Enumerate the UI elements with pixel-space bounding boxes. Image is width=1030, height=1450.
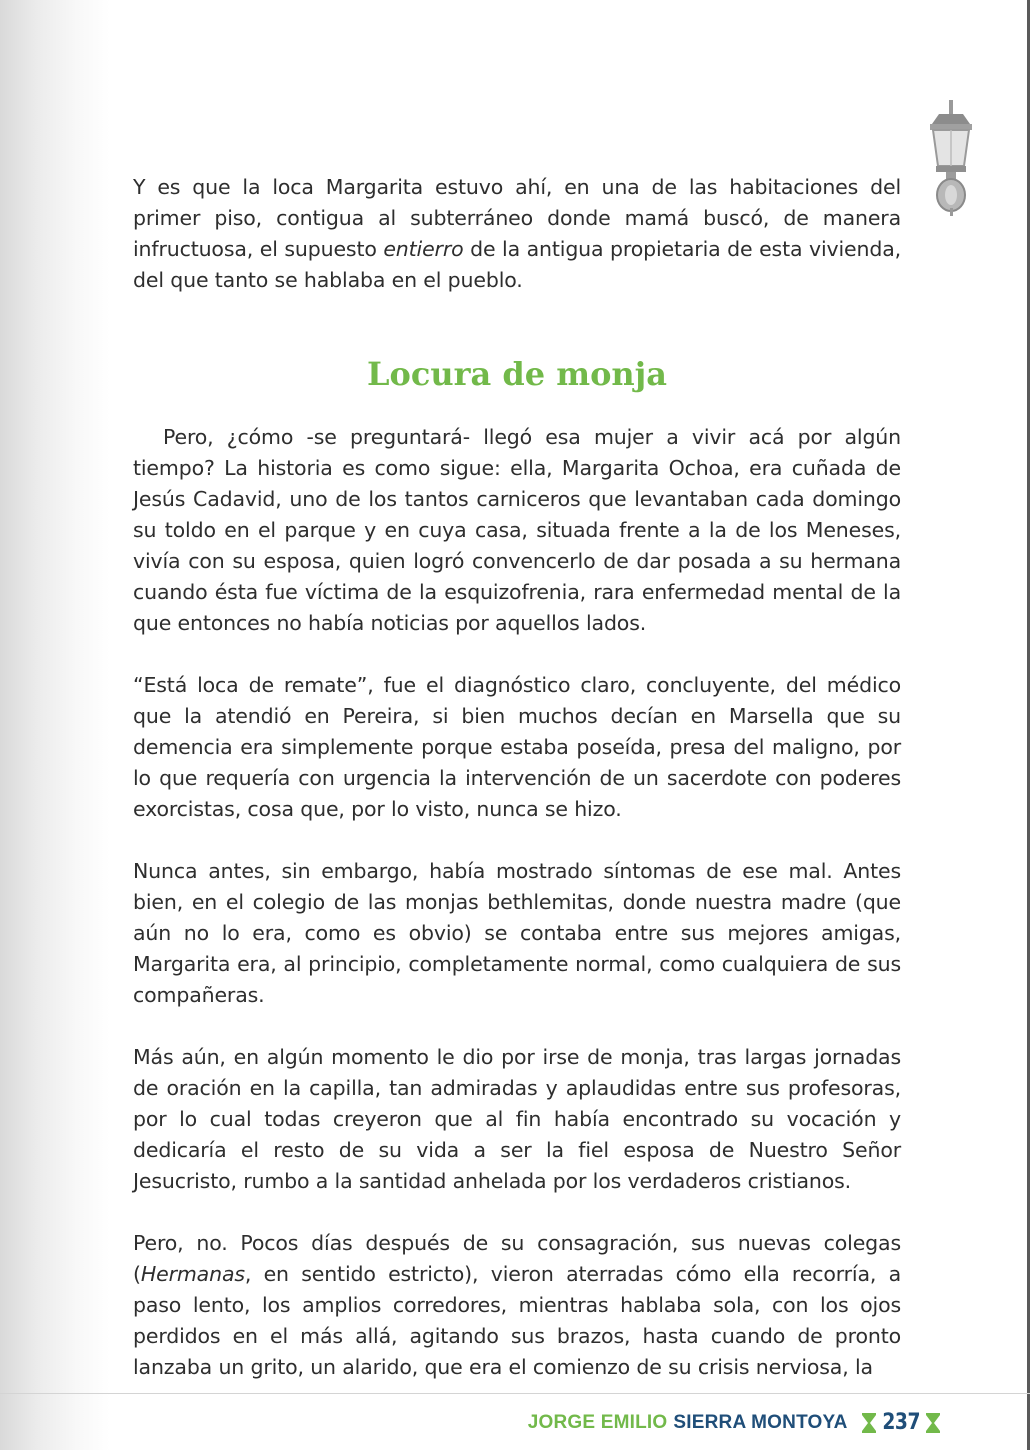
intro-paragraph: Y es que la loca Margarita estuvo ahí, en una de las habitaciones del primer piso, contigua al subterráneo donde mamá buscó, de manera infructuosa, el supuesto entierro de la antigua propietaria de esta vivienda, del que tanto se hablaba en el pueblo. [133, 175, 902, 292]
last-paragraph: Pero, no. Pocos días después de su consagración, sus nuevas colegas (Hermanas, en sentido estricto), vieron aterradas cómo ella recorría, a paso lento, los amplios corredores, mientras hablaba sola, con los ojos perdidos en el más allá, agitando sus brazos, hasta cuando de pronto lanzaba un grito, un alarido, que era el comienzo de su crisis nerviosa, la [133, 1231, 901, 1379]
body-paragraph: “Está loca de remate”, fue el diagnóstico claro, concluyente, del médico que la atendió en Pereira, si bien muchos decían en Marsella que su demencia era simplemente porque estaba poseída, presa del maligno, por lo que requería con urgencia la intervención de un sacerdote con poderes exorcistas, cosa que, por lo visto, nunca se hizo. [133, 673, 901, 821]
page-number: 237 [881, 1410, 920, 1435]
page-binding-shadow [0, 0, 110, 1450]
emphasis-hermanas: Hermanas [140, 1262, 245, 1286]
street-lamp-icon [924, 100, 978, 216]
page-number-box [862, 1410, 940, 1435]
page-content [133, 172, 901, 1383]
emphasis-entierro: entierro [383, 237, 464, 261]
body-paragraph: Pero, ¿cómo -se preguntará- llegó esa mujer a vivir acá por algún tiempo? La historia es como sigue: ella, Margarita Ochoa, era cuñada de Jesús Cadavid, uno de los tantos carniceros que levantaban cada domingo su toldo en el parque y en cuya casa, situada frente a la de los Meneses, vivía con su esposa, quien logró convencerlo de dar posada a su hermana cuando ésta fue víctima de la esquizofrenia, rara enfermedad mental de la que entonces no había noticias por aquellos lados. [133, 425, 901, 635]
author-last-name: SIERRA MONTOYA [673, 1411, 848, 1433]
author-first-name: JORGE EMILIO [527, 1411, 668, 1433]
body-paragraph: Nunca antes, sin embargo, había mostrado síntomas de ese mal. Antes bien, en el colegio de las monjas bethlemitas, donde nuestra madre (que aún no lo era, como es obvio) se contaba entre sus mejores amigas, Margarita era, al principio, completamente normal, como cualquiera de sus compañeras. [133, 859, 901, 1007]
footer-divider [0, 1393, 1030, 1394]
hourglass-icon [862, 1413, 876, 1433]
section-title: Locura de monja [367, 355, 667, 393]
body-paragraph: Más aún, en algún momento le dio por irse de monja, tras largas jornadas de oración en la capilla, tan admiradas y aplaudidas entre sus profesoras, por lo cual todas creyeron que al fin había encontrado su vocación y dedicaría el resto de su vida a ser la fiel esposa de Nuestro Señor Jesucristo, rumbo a la santidad anhelada por los verdaderos cristianos. [133, 1045, 901, 1193]
hourglass-icon [926, 1413, 940, 1433]
page-footer [528, 1410, 940, 1435]
